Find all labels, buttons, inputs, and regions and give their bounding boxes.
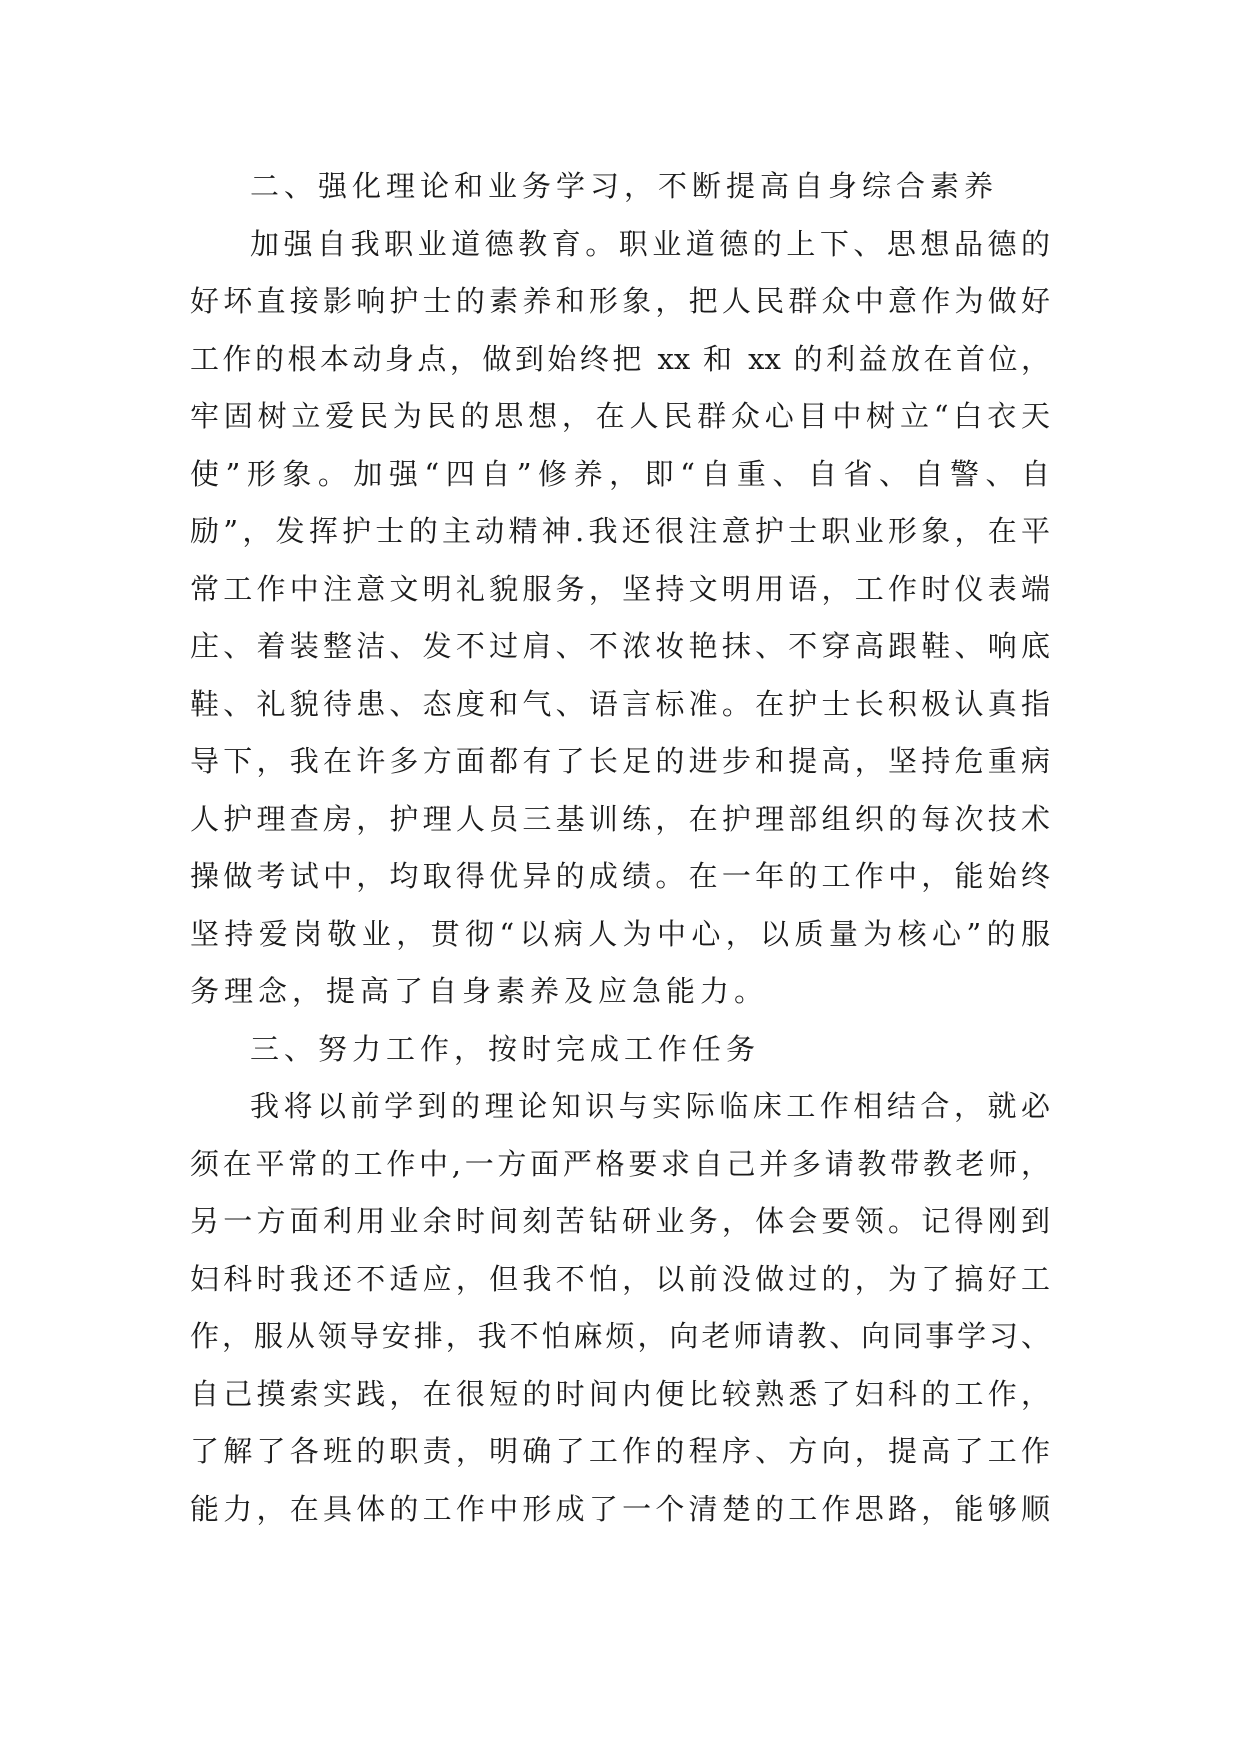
paragraph-line: 使”形象。加强“四自”修养，即“自重、自省、自警、自 <box>190 456 1050 491</box>
paragraph-line: 须在平常的工作中,一方面严格要求自己并多请教带教老师， <box>190 1146 1050 1181</box>
paragraph-line: 作，服从领导安排，我不怕麻烦，向老师请教、向同事学习、 <box>190 1319 1050 1353</box>
paragraph-line: 能力，在具体的工作中形成了一个清楚的工作思路，能够顺 <box>190 1491 1050 1526</box>
paragraph-line: 牢固树立爱民为民的思想，在人民群众心目中树立“白衣天 <box>190 399 1050 433</box>
paragraph-line: 了解了各班的职责，明确了工作的程序、方向，提高了工作 <box>190 1434 1050 1468</box>
paragraph-line: 坚持爱岗敬业，贯彻“以病人为中心，以质量为核心”的服 <box>190 916 1050 951</box>
paragraph-line: 自己摸索实践，在很短的时间内便比较熟悉了妇科的工作， <box>190 1376 1050 1411</box>
paragraph-line-last: 务理念，提高了自身素养及应急能力。 <box>190 974 769 1008</box>
paragraph-line: 励”，发挥护士的主动精神.我还很注意护士职业形象，在平 <box>190 514 1050 548</box>
paragraph-line: 加强自我职业道德教育。职业道德的上下、思想品德的 <box>250 226 1050 261</box>
paragraph-line: 好坏直接影响护士的素养和形象，把人民群众中意作为做好 <box>190 284 1050 318</box>
paragraph-line: 人护理查房，护理人员三基训练，在护理部组织的每次技术 <box>190 801 1050 836</box>
paragraph-line: 操做考试中，均取得优异的成绩。在一年的工作中，能始终 <box>190 859 1050 893</box>
paragraph-line: 导下，我在许多方面都有了长足的进步和提高，坚持危重病 <box>190 744 1050 778</box>
document-body <box>190 158 1050 1538</box>
paragraph-line: 妇科时我还不适应，但我不怕，以前没做过的，为了搞好工 <box>190 1261 1050 1296</box>
paragraph-line: 庄、着装整洁、发不过肩、不浓妆艳抹、不穿高跟鞋、响底 <box>190 629 1050 663</box>
paragraph-line: 工作的根本动身点，做到始终把 xx 和 xx 的利益放在首位， <box>190 341 1050 376</box>
section-heading-3: 三、努力工作，按时完成工作任务 <box>250 1031 761 1066</box>
paragraph-line: 另一方面利用业余时间刻苦钻研业务，体会要领。记得刚到 <box>190 1204 1050 1238</box>
paragraph-line: 我将以前学到的理论知识与实际临床工作相结合，就必 <box>250 1089 1050 1123</box>
paragraph-line: 常工作中注意文明礼貌服务，坚持文明用语，工作时仪表端 <box>190 571 1050 606</box>
section-heading-2: 二、强化理论和业务学习，不断提高自身综合素养 <box>250 169 999 203</box>
paragraph-line: 鞋、礼貌待患、态度和气、语言标准。在护士长积极认真指 <box>190 686 1050 721</box>
